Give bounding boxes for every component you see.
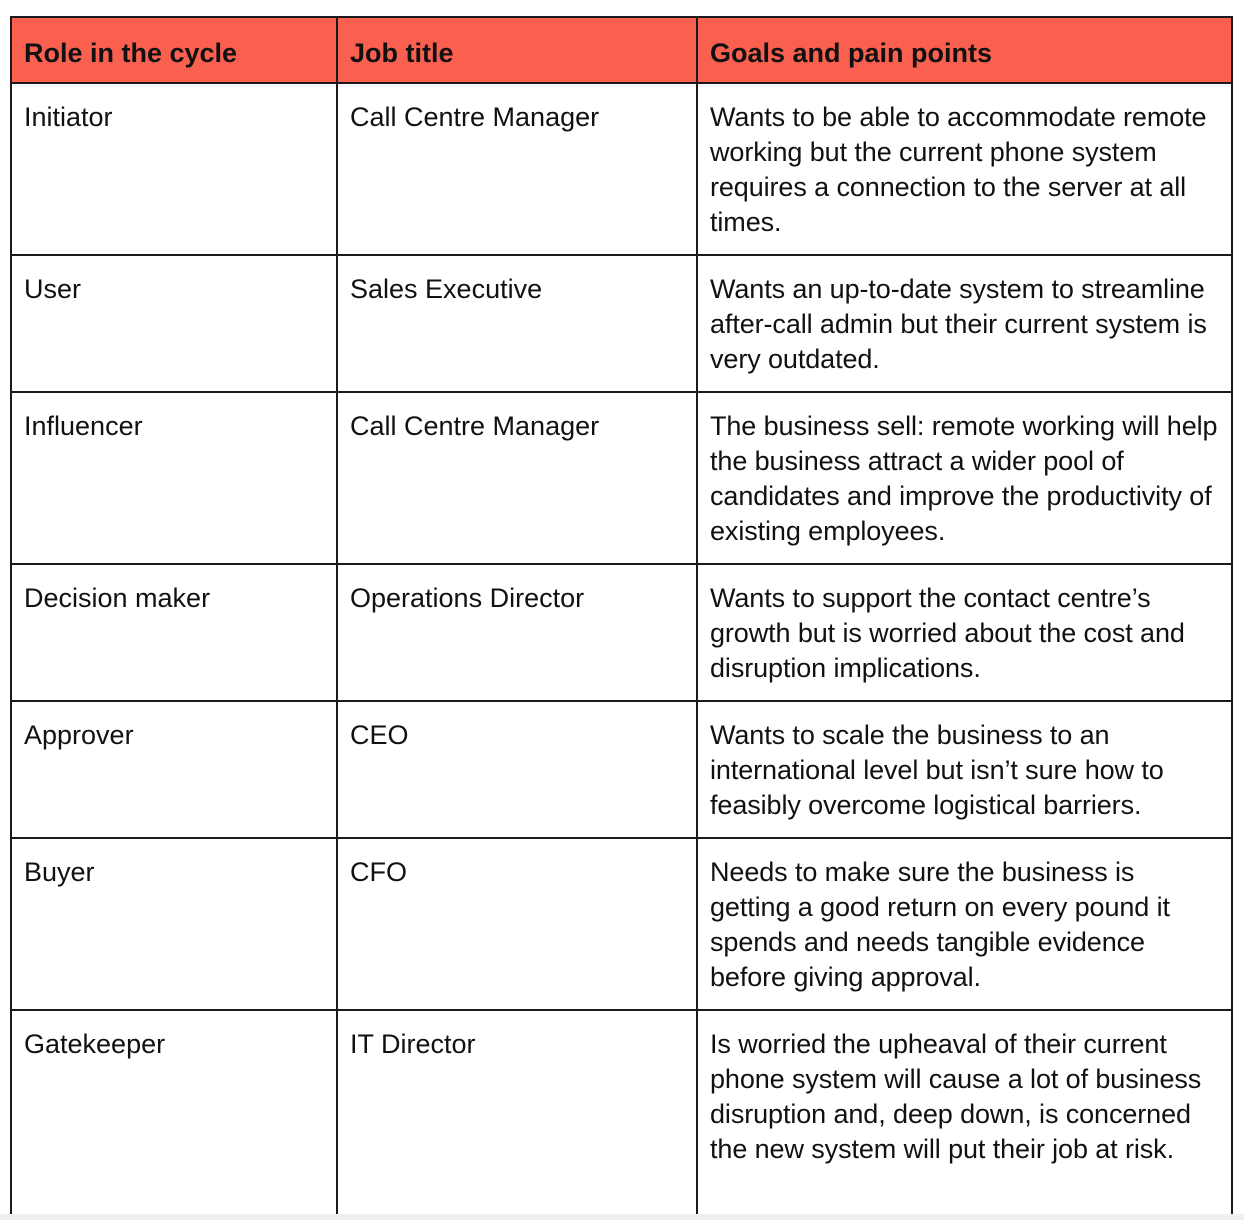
job-title-cell: IT Director [337,1010,697,1217]
table-row [11,564,1232,701]
job-title-cell: Sales Executive [337,255,697,392]
goals-cell: The business sell: remote working will help the business attract a wider pool of candidates and improve the productivity of existing employees. [697,392,1232,564]
job-title-cell: CEO [337,701,697,838]
role-cell: Buyer [11,838,337,1010]
table-row [11,1010,1232,1217]
job-title-cell: CFO [337,838,697,1010]
table-row [11,392,1232,564]
table-body [11,83,1232,1217]
goals-cell: Needs to make sure the business is getting a good return on every pound it spends and needs tangible evidence before giving approval. [697,838,1232,1010]
role-cell: User [11,255,337,392]
role-cell: Influencer [11,392,337,564]
table-header [11,17,1232,83]
table-row [11,255,1232,392]
goals-cell: Wants to scale the business to an international level but isn’t sure how to feasibly overcome logistical barriers. [697,701,1232,838]
job-title-cell: Call Centre Manager [337,392,697,564]
table-row [11,838,1232,1010]
job-title-cell: Call Centre Manager [337,83,697,255]
table-row [11,701,1232,838]
goals-cell: Wants to support the contact centre’s growth but is worried about the cost and disruption implications. [697,564,1232,701]
job-title-cell: Operations Director [337,564,697,701]
role-cell: Gatekeeper [11,1010,337,1217]
goals-cell: Is worried the upheaval of their current phone system will cause a lot of business disruption and, deep down, is concerned the new system will put their job at risk. [697,1010,1232,1217]
role-cell: Approver [11,701,337,838]
bottom-divider [0,1214,1244,1220]
goals-cell: Wants an up-to-date system to streamline after-call admin but their current system is very outdated. [697,255,1232,392]
role-cell: Initiator [11,83,337,255]
buying-cycle-table [10,16,1233,1218]
header-role: Role in the cycle [11,17,337,83]
role-cell: Decision maker [11,564,337,701]
header-row [11,17,1232,83]
header-goals: Goals and pain points [697,17,1232,83]
table-row [11,83,1232,255]
goals-cell: Wants to be able to accommodate remote working but the current phone system requires a connection to the server at all times. [697,83,1232,255]
header-job-title: Job title [337,17,697,83]
